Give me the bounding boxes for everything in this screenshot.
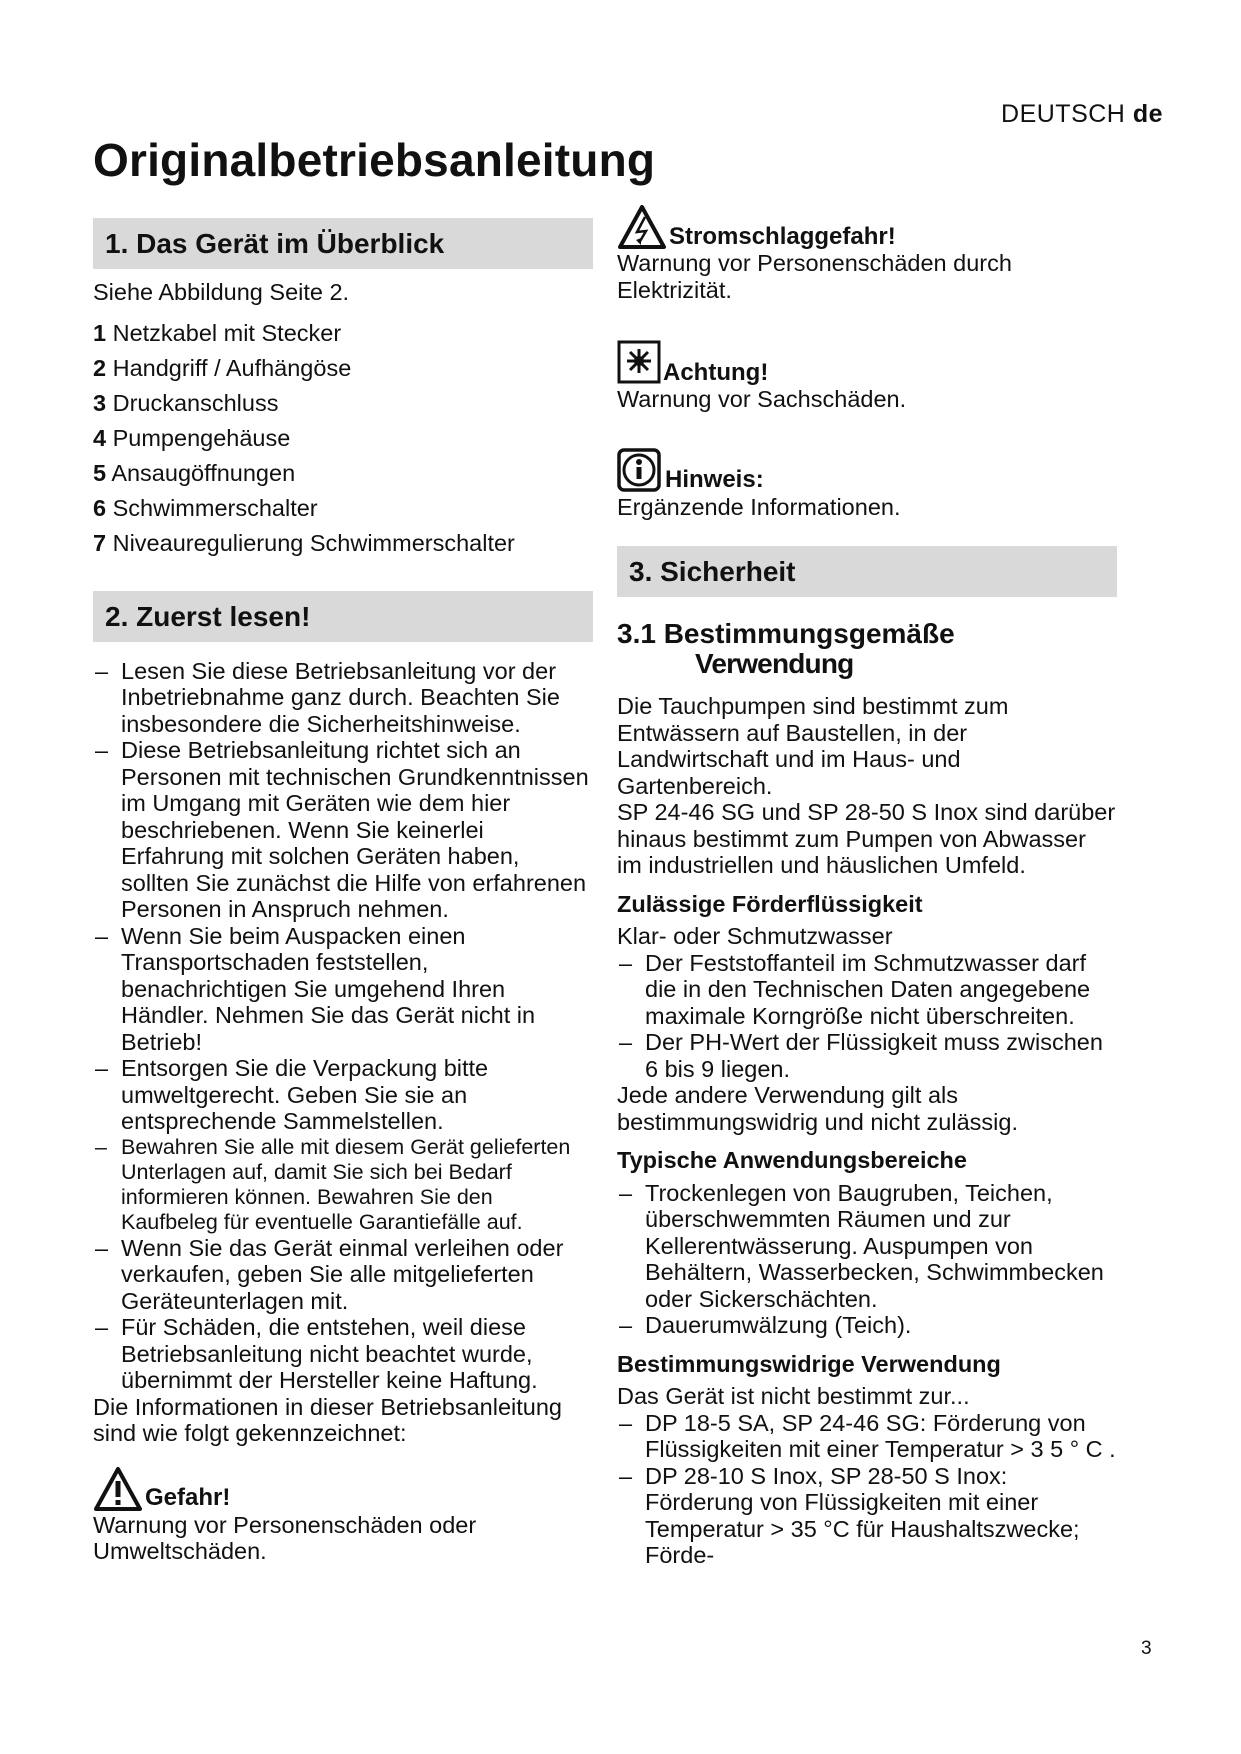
warning-electric-text: Warnung vor Personenschäden durch Elektrizität.: [617, 250, 1012, 303]
list-item: – Der PH-Wert der Flüssigkeit muss zwischen 6 bis 9 liegen.: [617, 1029, 1117, 1082]
fluid-intro: Klar- oder Schmutzwasser: [617, 923, 893, 949]
list-item: – Diese Betriebsanleitung richtet sich an Personen mit technischen Grundkenntnissen im Umgang mit Geräten wie dem hier beschriebenen. Wenn Sie keinerlei Erfahrung mit solchen Geräten haben, sollten Sie zunächst die Hilfe von erfahrenen Personen in Anspruch nehmen.: [93, 737, 593, 923]
list-item: 2 Handgriff / Aufhängöse: [93, 354, 352, 381]
list-item: – Der Feststoffanteil im Schmutzwasser darf die in den Technischen Daten angegebene maximale Korngröße nicht überschreiten.: [617, 950, 1117, 1030]
language-label: [1001, 100, 1163, 129]
electric-shock-icon: [617, 204, 667, 250]
info-icon: [617, 448, 663, 494]
subsection-heading-intended-use: [617, 619, 1117, 679]
section-heading-read-first: 2. Zuerst lesen!: [93, 591, 593, 642]
subsection-number: 3.1 Bestimmungsgemäße: [617, 618, 955, 649]
misuse-list: [617, 1410, 1117, 1569]
list-item: 4 Pumpengehäuse: [93, 424, 291, 451]
section-heading-overview: 1. Das Gerät im Überblick: [93, 218, 593, 269]
subsection-word: Verwendung: [695, 648, 854, 679]
misuse-intro: Das Gerät ist nicht bestimmt zur...: [617, 1383, 970, 1409]
misuse-heading: Bestimmungswidrige Verwendung: [617, 1350, 1001, 1377]
warning-electric-title: Stromschlaggefahr!: [669, 222, 896, 250]
list-item: 1 Netzkabel mit Stecker: [93, 319, 342, 346]
list-item: – Wenn Sie beim Auspacken einen Transportschaden feststellen, benachrichtigen Sie umgehend Ihren Händler. Nehmen Sie das Gerät nicht in Betrieb!: [93, 923, 593, 1056]
warning-caution-text: Warnung vor Sachschäden.: [617, 386, 907, 412]
page-number: 3: [1141, 1638, 1152, 1659]
list-item: – Dauerumwälzung (Teich).: [617, 1312, 1117, 1339]
list-item: – Entsorgen Sie die Verpackung bitte umweltgerecht. Geben Sie sie an entsprechende Sammelstellen.: [93, 1055, 593, 1135]
warning-danger-title: Gefahr!: [145, 1484, 231, 1511]
uses-list: [617, 1180, 1117, 1339]
list-item: – DP 18-5 SA, SP 24-46 SG: Förderung von Flüssigkeiten mit einer Temperatur > 3 5 ° C .: [617, 1410, 1117, 1463]
list-item: 5 Ansaugöffnungen: [93, 459, 296, 486]
warning-electric: [617, 205, 1117, 303]
fluid-list: [617, 950, 1117, 1083]
list-item: 3 Druckanschluss: [93, 389, 279, 416]
marking-intro: Die Informationen in dieser Betriebsanleitung sind wie folgt gekennzeichnet:: [93, 1393, 562, 1446]
page-title: Originalbetriebsanleitung: [93, 134, 656, 186]
left-column: [93, 218, 593, 1565]
list-item: – Trockenlegen von Baugruben, Teichen, überschwemmten Räumen und zur Kellerentwässerung. Auspumpen von Behältern, Wasserbecken, Schwimmbecken oder Sickerschächten.: [617, 1180, 1117, 1313]
list-item: 6 Schwimmerschalter: [93, 494, 318, 521]
overview-intro: Siehe Abbildung Seite 2.: [93, 279, 350, 305]
fluid-heading: Zulässige Förderflüssigkeit: [617, 890, 923, 917]
language-code: de: [1132, 100, 1163, 128]
section-heading-safety: 3. Sicherheit: [617, 546, 1117, 597]
list-item: – DP 28-10 S Inox, SP 28-50 S Inox: Förderung von Flüssigkeiten mit einer Temperatur > 35 °C für Haushaltszwecke; Förde-: [617, 1463, 1117, 1569]
warning-triangle-icon: [93, 1466, 143, 1512]
list-item: – Bewahren Sie alle mit diesem Gerät gelieferten Unterlagen auf, damit Sie sich bei Bedarf informieren können. Bewahren Sie den Kaufbeleg für eventuelle Garantiefälle auf.: [93, 1135, 593, 1235]
warning-caution-title: Achtung!: [663, 358, 769, 386]
list-item: – Für Schäden, die entstehen, weil diese Betriebsanleitung nicht beachtet wurde, übernimmt der Hersteller keine Haftung.: [93, 1314, 593, 1394]
read-first-list: [93, 658, 593, 1394]
language-name: DEUTSCH: [1001, 100, 1126, 128]
right-column: [617, 205, 1117, 1569]
warning-note-text: Ergänzende Informationen.: [617, 493, 901, 520]
warning-caution: [617, 341, 1117, 413]
warning-note-title: Hinweis:: [665, 466, 764, 493]
list-item: 7 Niveauregulierung Schwimmerschalter: [93, 529, 515, 556]
warning-danger: [93, 1467, 593, 1565]
intended-use-paragraph-2: SP 24-46 SG und SP 28-50 S Inox sind darüber hinaus bestimmt zum Pumpen von Abwasser im industriellen und häuslichen Umfeld.: [617, 799, 1116, 878]
warning-note: [617, 449, 1117, 521]
warning-danger-text: Warnung vor Personenschäden oder Umweltschäden.: [93, 1511, 477, 1564]
fluid-closing: Jede andere Verwendung gilt als bestimmungswidrig und nicht zulässig.: [617, 1082, 1018, 1135]
uses-heading: Typische Anwendungsbereiche: [617, 1147, 967, 1173]
component-list: [93, 316, 593, 561]
list-item: – Lesen Sie diese Betriebsanleitung vor der Inbetriebnahme ganz durch. Beachten Sie insbesondere die Sicherheitshinweise.: [93, 658, 593, 738]
intended-use-paragraph: Die Tauchpumpen sind bestimmt zum Entwässern auf Baustellen, in der Landwirtschaft und im Haus- und Gartenbereich.: [617, 693, 1009, 799]
caution-icon: [617, 340, 661, 386]
list-item: – Wenn Sie das Gerät einmal verleihen oder verkaufen, geben Sie alle mitgelieferten Geräteunterlagen mit.: [93, 1235, 593, 1315]
